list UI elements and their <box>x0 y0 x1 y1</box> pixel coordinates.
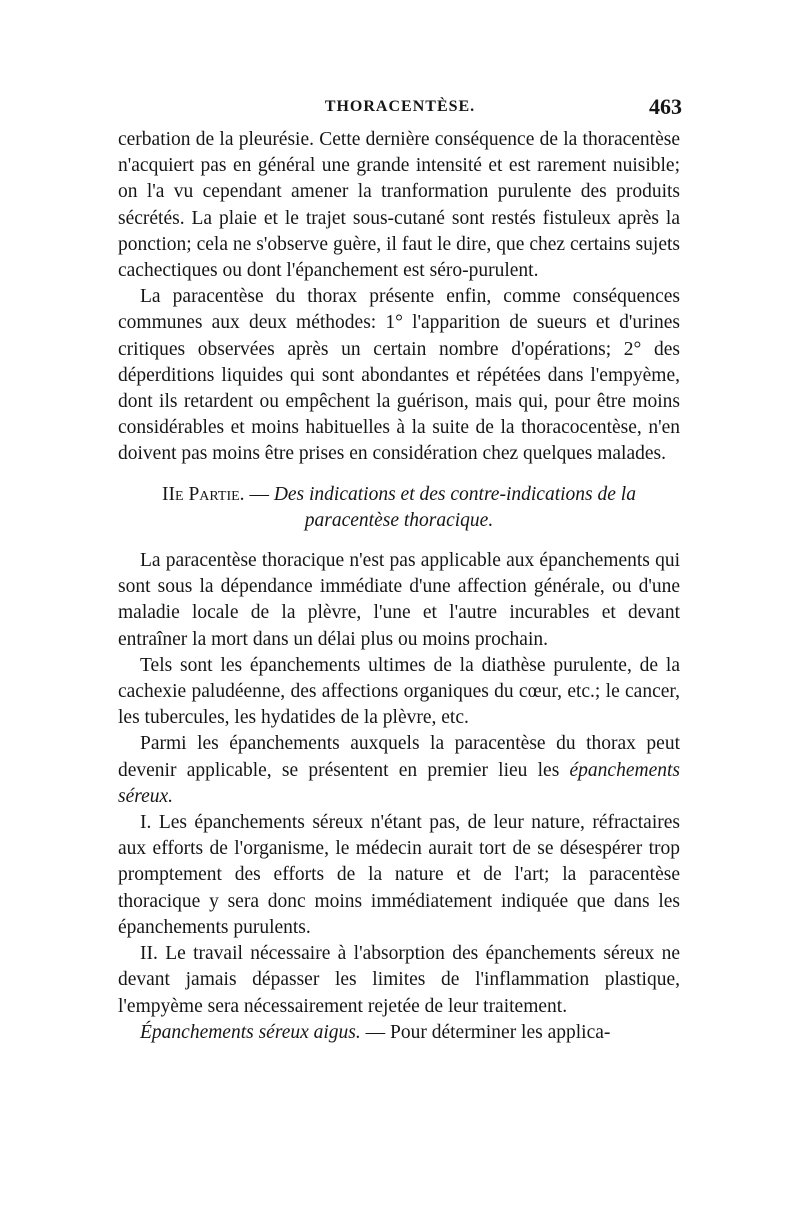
part-title: Des indications et des contre-indications de la paracentèse thoracique. <box>273 483 636 531</box>
acute-effusions-heading: Épanchements séreux aigus. <box>140 1021 361 1043</box>
running-title: THORACENTÈSE. <box>324 98 476 115</box>
body-text <box>118 127 680 1046</box>
part-label: IIe Partie. <box>162 483 245 505</box>
paragraph-examples: Tels sont les épanchements ultimes de la diathèse purulente, de la cachexie paludéenne, des affections organiques du cœur, etc.; le cancer, les tubercules, les hydatides de la plèvre, etc. <box>118 654 680 729</box>
paragraph-applicability: La paracentèse thoracique n'est pas applicable aux épanchements qui sont sous la dépendance immédiate d'une affection générale, ou d'une maladie locale de la plèvre, l'une et l'autre incurables et devant entraîner la mort dans un délai plus ou moins prochain. <box>118 550 680 650</box>
paragraph-consequences: La paracentèse du thorax présente enfin, comme conséquences communes aux deux méthodes: 1° l'apparition de sueurs et d'urines critiques observées après un certain nombre d'opérations; 2° des déperditions liquides qui sont abondantes et répétées dans l'empyème, dont ils retardent ou empêchent la guérison, mais qui, pour être moins considérables et moins habituelles à la suite de la thoracocentèse, n'en doivent pas moins être prises en considération chez quelques malades. <box>118 286 680 465</box>
paragraph-continued: cerbation de la pleurésie. Cette dernière conséquence de la thoracentèse n'acquiert pas en général une grande intensité et est rarement nuisible; on l'a vu cependant amener la tranformation purulente des produits sécrétés. La plaie et le trajet sous-cutané sont restés fistuleux après la ponction; cela ne s'observe guère, il faut le dire, que chez certains sujets cachectiques ou dont l'épanchement est séro-purulent. <box>118 129 680 282</box>
paragraph-point-one: I. Les épanchements séreux n'étant pas, de leur nature, réfractaires aux efforts de l'organisme, le médecin aurait tort de se désespérer trop promptement des efforts de la nature et de l'art; la paracentèse thoracique y sera donc moins immédiatement indiquée que dans les épanchements purulents. <box>118 812 680 938</box>
parmi-text: Parmi les épanchements auxquels la paracentèse du thorax peut devenir applicable, se présentent en premier lieu les <box>118 733 680 781</box>
paragraph-acute-effusions <box>118 1020 680 1046</box>
heading-dash: — <box>244 483 274 505</box>
paragraph-parmi <box>118 731 680 810</box>
acute-effusions-text: — Pour déterminer les applica- <box>360 1021 611 1043</box>
paragraph-point-two: II. Le travail nécessaire à l'absorption des épanchements séreux ne devant jamais dépasser les limites de l'inflammation plastique, l'empyème sera nécessairement rejetée de leur traitement. <box>118 943 680 1017</box>
parmi-italic: épanchements séreux. <box>118 759 680 807</box>
section-heading <box>118 482 680 534</box>
page-number: 463 <box>649 94 682 119</box>
page-header <box>118 94 682 122</box>
